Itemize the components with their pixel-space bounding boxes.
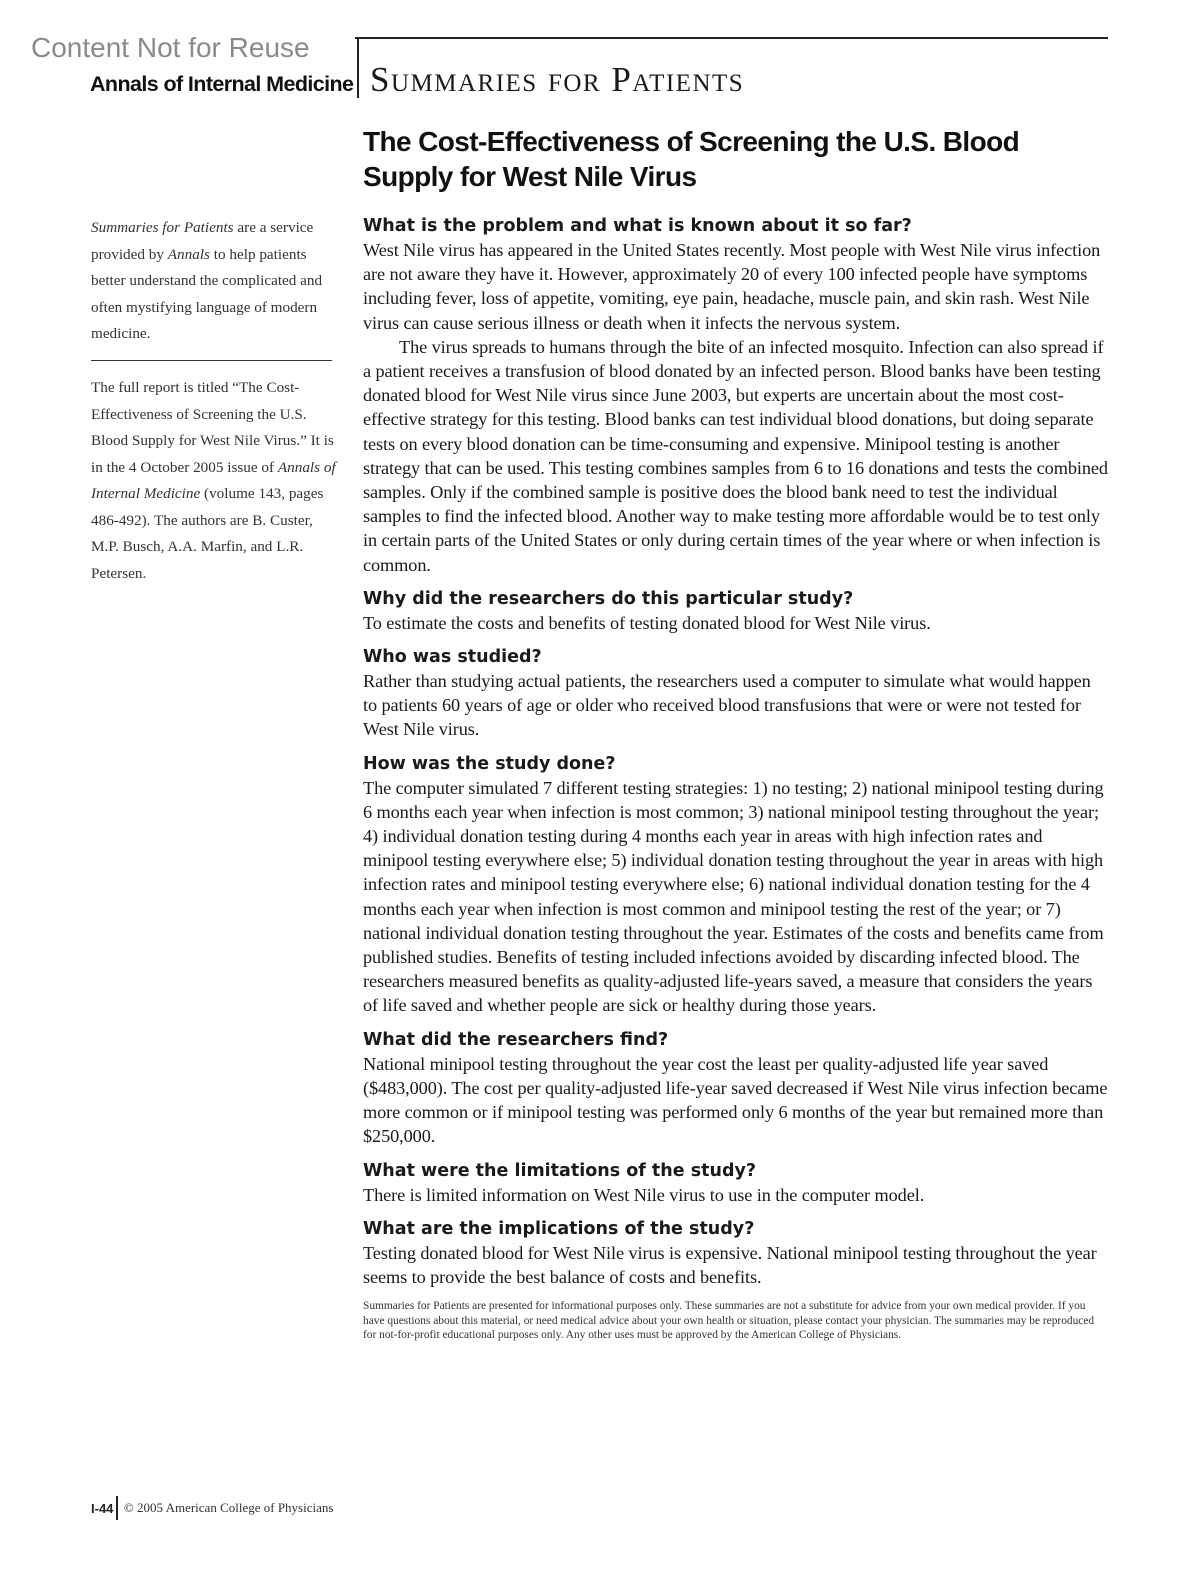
section-paragraph: National minipool testing throughout the year cost the least per quality-adjusted life year saved ($483,000). The cost per quality-adjusted life-year saved decreased if West Nile virus infection became more common or if minipool testing was performed only 6 months of the year but remained more than $250,000. <box>363 1053 1108 1147</box>
page-number: I-44 <box>91 1500 114 1516</box>
section-heading: What were the limitations of the study? <box>363 1160 757 1181</box>
report-note-part2: Annals of Internal Medicine <box>91 458 336 502</box>
article-title: The Cost-Effectiveness of Screening the U.S. Blood Supply for West Nile Virus <box>363 126 1020 192</box>
section-paragraph: West Nile virus has appeared in the United States recently. Most people with West Nile virus infection are not aware they have it. However, approximately 20 of every 100 infected people have symptoms including fever, loss of appetite, vomiting, eye pain, headache, muscle pain, and skin rash. West Nile virus can cause serious illness or death when it infects the nervous system. <box>363 240 1101 333</box>
sidebar <box>91 215 336 587</box>
section-findings <box>363 1028 1108 1149</box>
section-paragraph: Rather than studying actual patients, the researchers used a computer to simulate what would happen to patients 60 years of age or older who received blood transfusions that were or were not tested for West Nile virus. <box>363 671 1091 740</box>
header-divider <box>357 38 359 98</box>
report-note-part1: The full report is titled “The Cost-Effectiveness of Screening the U.S. Blood Supply for West Nile Virus.” It is in the 4 October 2005 issue of <box>91 379 334 476</box>
section-paragraph: The computer simulated 7 different testing strategies: 1) no testing; 2) national minipool testing during 6 months each year when infection is most common; 3) national minipool testing throughout the year; 4) individual donation testing during 4 months each year in areas with high infection rates and minipool testing everywhere else; 5) individual donation testing throughout the year in areas with high infection rates and minipool testing everywhere else; 6) national individual donation testing for the 4 months each year when infection is most common and minipool testing the rest of the year; or 7) national individual donation testing throughout the year. Estimates of the costs and benefits came from published studies. Benefits of testing included infections avoided by discarding infected blood. The researchers measured benefits as quality-adjusted life-years saved, a measure that considers the years of life saved and whether people are sick or healthy during those years. <box>363 777 1104 1016</box>
service-note-part2: are a service provided by <box>91 219 314 263</box>
section-why <box>363 587 1108 635</box>
watermark-text: Content Not for Reuse <box>31 32 310 63</box>
report-note-part3: (volume 143, pages 486-492). The authors are B. Custer, M.P. Busch, A.A. Marfin, and L.R. Petersen. <box>91 485 324 582</box>
disclaimer: Summaries for Patients are presented for informational purposes only. These summaries are not a substitute for advice from your own medical provider. If you have questions about this material, or need medical advice about your own health or situation, please contact your physician. The summaries may be reproduced for not-for-profit educational purposes only. Any other uses must be approved by the American College of Physicians. <box>363 1300 1095 1342</box>
section-who <box>363 645 1108 742</box>
journal-name: Annals of Internal Medicine <box>90 72 354 96</box>
section-title: Summaries for Patients <box>370 60 745 99</box>
section-how <box>363 752 1108 1018</box>
page-footer <box>91 1496 333 1520</box>
section-heading: What did the researchers find? <box>363 1029 669 1050</box>
copyright-notice: © 2005 American College of Physicians <box>123 1500 334 1515</box>
section-problem <box>363 214 1108 577</box>
section-heading: How was the study done? <box>363 753 616 774</box>
service-note-part4: to help patients better understand the complicated and often mystifying language of modern medicine. <box>91 245 323 342</box>
section-paragraph: To estimate the costs and benefits of testing donated blood for West Nile virus. <box>363 612 931 633</box>
sidebar-report-note <box>91 375 336 587</box>
service-note-part3: Annals <box>167 245 210 263</box>
section-paragraph: Testing donated blood for West Nile virus is expensive. National minipool testing throughout the year seems to provide the best balance of costs and benefits. <box>363 1242 1097 1287</box>
footer-divider <box>116 1496 118 1520</box>
section-heading: Why did the researchers do this particular study? <box>363 588 854 609</box>
section-paragraph: The virus spreads to humans through the bite of an infected mosquito. Infection can also spread if a patient receives a transfusion of blood donated by an infected person. Blood banks have been testing donated blood for West Nile virus since June 2003, but experts are uncertain about the most cost-effective strategy for this testing. Blood banks can test individual blood donations, but doing separate tests on every blood donation can be time-consuming and expensive. Minipool testing is another strategy that can be used. This testing combines samples from 6 to 16 donations and tests the combined samples. Only if the combined sample is positive does the blood bank need to test the individual samples to find the infected blood. Another way to make testing more affordable would be to test only in certain parts of the United States or only during certain times of the year where or when infection is common. <box>363 336 1108 575</box>
service-note-part1: Summaries for Patients <box>91 219 234 236</box>
article-body <box>363 214 1108 1343</box>
section-limitations <box>363 1159 1108 1207</box>
section-heading: What are the implications of the study? <box>363 1218 755 1239</box>
header-rule <box>355 37 1108 39</box>
sidebar-divider <box>91 360 332 362</box>
sidebar-service-note <box>91 215 336 348</box>
section-paragraph: There is limited information on West Nile virus to use in the computer model. <box>363 1184 925 1205</box>
section-heading: Who was studied? <box>363 647 542 668</box>
section-heading: What is the problem and what is known about it so far? <box>363 216 912 236</box>
section-implications <box>363 1217 1108 1289</box>
